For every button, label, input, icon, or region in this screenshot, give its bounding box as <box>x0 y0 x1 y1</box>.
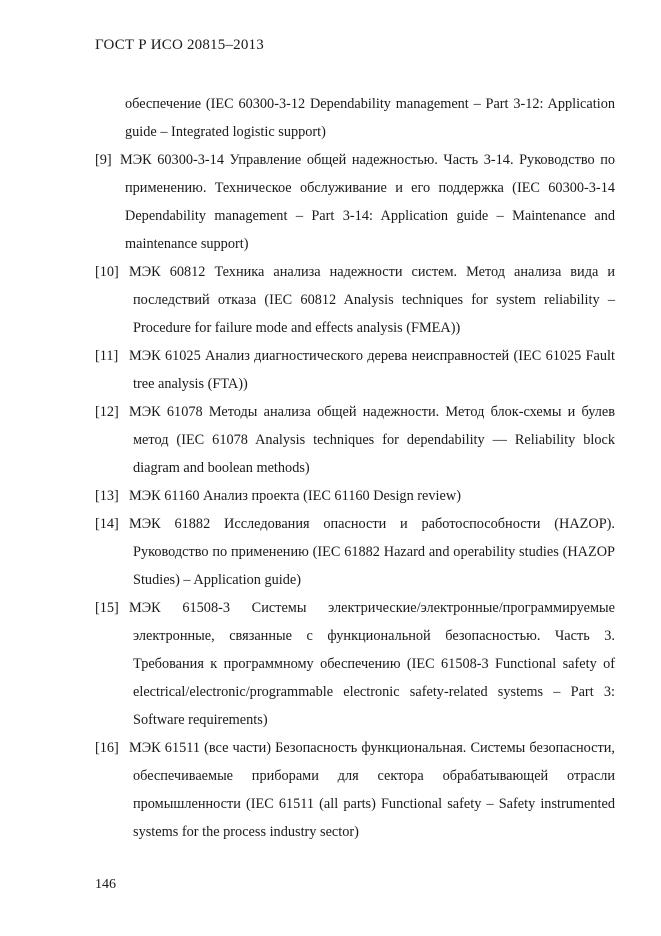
reference-number: [9] <box>95 152 112 168</box>
reference-item <box>95 482 615 510</box>
reference-text: МЭК 61511 (все части) Безопасность функциональная. Системы безопасности, обеспечиваемые приборами для сектора обрабатывающей отрасли промышленности (IEC 61511 (all parts) Functional safety – Safety instrumented systems for the process industry sector) <box>129 740 615 840</box>
reference-number: [14] <box>95 516 119 532</box>
page-number: 146 <box>95 877 116 892</box>
reference-text: МЭК 60300-3-14 Управление общей надежностью. Часть 3-14. Руководство по применению. Техническое обслуживание и его поддержка (IEC 60300-3-14 Dependability management – Part 3-14: Application guide – Maintenance and maintenance support) <box>120 152 615 252</box>
reference-text: МЭК 61025 Анализ диагностического дерева неисправностей (IEC 61025 Fault tree analysis (FTA)) <box>129 348 615 392</box>
reference-item <box>95 258 615 342</box>
reference-item <box>95 398 615 482</box>
bibliography-list <box>95 90 615 846</box>
reference-item <box>95 342 615 398</box>
reference-item <box>95 734 615 846</box>
reference-number: [15] <box>95 600 119 616</box>
reference-item <box>95 510 615 594</box>
reference-text: МЭК 61882 Исследования опасности и работоспособности (HAZOP). Руководство по применению (IEC 61882 Hazard and operability studies (HAZOP Studies) – Application guide) <box>129 516 615 588</box>
document-header: ГОСТ Р ИСО 20815–2013 <box>95 37 264 53</box>
reference-text: МЭК 60812 Техника анализа надежности систем. Метод анализа вида и последствий отказа (IEC 60812 Analysis techniques for system reliability – Procedure for failure mode and effects analysis (FMEA)) <box>129 264 615 336</box>
reference-text: МЭК 61160 Анализ проекта (IEC 61160 Design review) <box>129 488 461 504</box>
reference-continuation <box>95 90 615 146</box>
reference-item <box>95 146 615 258</box>
reference-item <box>95 594 615 734</box>
reference-number: [11] <box>95 348 119 364</box>
reference-number: [16] <box>95 740 119 756</box>
reference-number: [13] <box>95 488 119 504</box>
reference-number: [10] <box>95 264 119 280</box>
reference-text: МЭК 61078 Методы анализа общей надежности. Метод блок-схемы и булев метод (IEC 61078 Analysis techniques for dependability — Reliability block diagram and boolean methods) <box>129 404 615 476</box>
reference-text: МЭК 61508-3 Системы электрические/электронные/программируемые электронные, связанные с функциональной безопасностью. Часть 3. Требования к программному обеспечению (IEC 61508-3 Functional safety of electrical/electronic/programmable electronic safety-related systems – Part 3: Software requirements) <box>129 600 615 728</box>
reference-text: обеспечение (IEC 60300-3-12 Dependability management – Part 3-12: Application guide – Integrated logistic support) <box>125 96 615 140</box>
reference-number: [12] <box>95 404 119 420</box>
